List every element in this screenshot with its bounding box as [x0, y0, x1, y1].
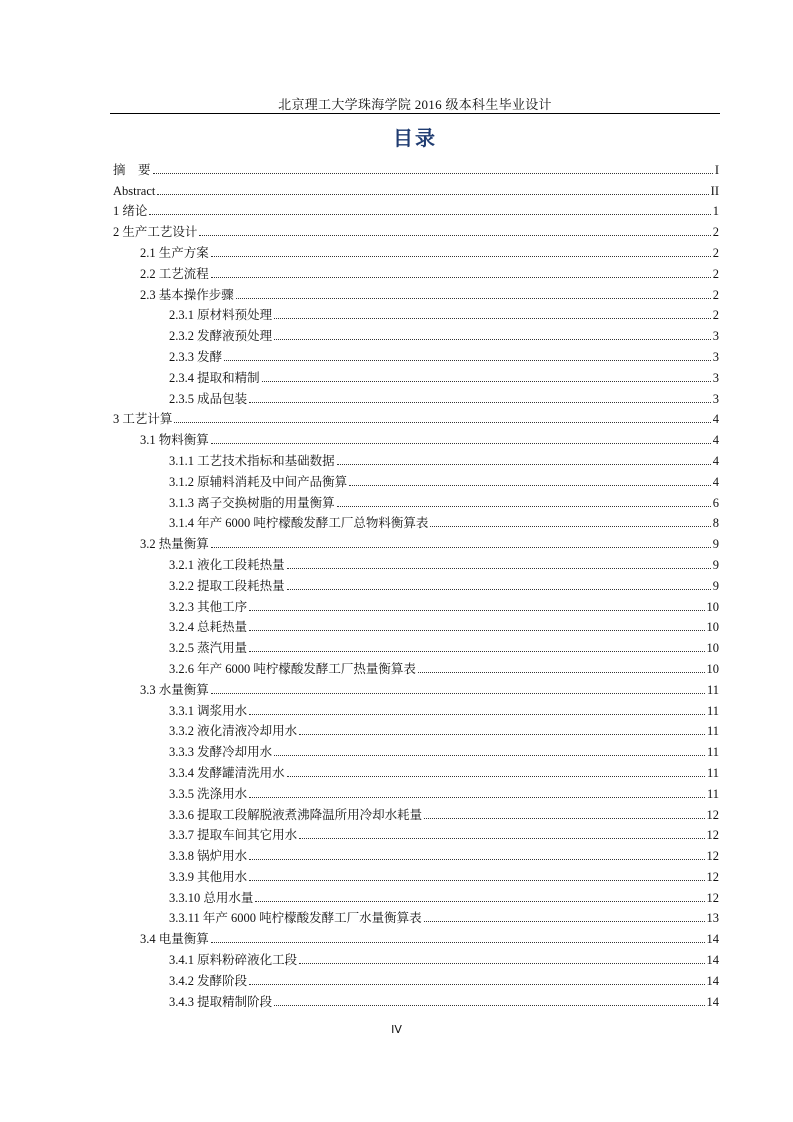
toc-entry[interactable] [113, 677, 719, 698]
toc-entry[interactable] [113, 199, 719, 220]
toc-entry-page: 10 [706, 620, 719, 635]
toc-entry-page: 10 [706, 641, 719, 656]
toc-entry-label: 3.3.7 提取车间其它用水 [169, 828, 298, 843]
toc-entry[interactable] [113, 947, 719, 968]
toc-entry-label: 2.3.4 提取和精制 [169, 370, 260, 385]
toc-entry[interactable] [113, 282, 719, 303]
toc-entry-label: 3.3.1 调浆用水 [169, 703, 248, 718]
toc-entry-label: 2 生产工艺设计 [113, 225, 198, 240]
toc-entry-page: 12 [706, 828, 719, 843]
toc-dot-leader [199, 235, 710, 236]
toc-entry-page: II [710, 183, 719, 198]
toc-entry[interactable] [113, 719, 719, 740]
table-of-contents [113, 157, 719, 1010]
toc-entry[interactable] [113, 615, 719, 636]
toc-entry[interactable] [113, 303, 719, 324]
toc-entry[interactable] [113, 531, 719, 552]
toc-dot-leader [287, 568, 711, 569]
toc-entry-page: 3 [712, 349, 719, 364]
toc-entry-page: 14 [706, 953, 719, 968]
toc-entry-page: 12 [706, 890, 719, 905]
toc-entry-label: 3.2.3 其他工序 [169, 599, 248, 614]
toc-entry-label: 3.1.3 离子交换树脂的用量衡算 [169, 495, 335, 510]
toc-entry-page: 14 [706, 973, 719, 988]
toc-entry-page: 9 [712, 578, 719, 593]
toc-dot-leader [274, 339, 711, 340]
toc-dot-leader [249, 402, 711, 403]
toc-entry-page: 9 [712, 557, 719, 572]
toc-entry-page: 12 [706, 807, 719, 822]
toc-dot-leader [153, 173, 713, 174]
toc-entry[interactable] [113, 407, 719, 428]
toc-entry-page: 11 [706, 724, 719, 739]
toc-entry-label: 3.2.6 年产 6000 吨柠檬酸发酵工厂热量衡算表 [169, 661, 416, 676]
toc-entry-page: 1 [712, 204, 719, 219]
toc-entry[interactable] [113, 739, 719, 760]
toc-entry-label: Abstract [113, 183, 156, 198]
toc-entry-page: 3 [712, 370, 719, 385]
page-title: 目录 [393, 126, 437, 150]
toc-entry[interactable] [113, 885, 719, 906]
toc-entry[interactable] [113, 219, 719, 240]
toc-entry[interactable] [113, 802, 719, 823]
toc-dot-leader [349, 485, 711, 486]
page-header: 北京理工大学珠海学院 2016 级本科生毕业设计 [278, 97, 552, 112]
toc-dot-leader [224, 360, 711, 361]
toc-dot-leader [211, 693, 705, 694]
toc-entry[interactable] [113, 989, 719, 1010]
toc-dot-leader [274, 1005, 704, 1006]
toc-dot-leader [211, 443, 711, 444]
toc-dot-leader [249, 651, 704, 652]
toc-entry[interactable] [113, 323, 719, 344]
toc-dot-leader [418, 672, 705, 673]
toc-entry-label: 3.2.4 总耗热量 [169, 620, 248, 635]
toc-dot-leader [299, 963, 704, 964]
toc-entry-label: 2.1 生产方案 [140, 245, 209, 260]
toc-dot-leader [249, 880, 704, 881]
toc-entry-label: 2.3.1 原材料预处理 [169, 308, 273, 323]
toc-dot-leader [174, 422, 710, 423]
toc-dot-leader [430, 526, 710, 527]
toc-entry[interactable] [113, 427, 719, 448]
toc-entry[interactable] [113, 178, 719, 199]
toc-entry-label: 2.2 工艺流程 [140, 266, 209, 281]
toc-entry-page: 14 [706, 994, 719, 1009]
toc-entry-label: 3.2.5 蒸汽用量 [169, 641, 248, 656]
toc-entry-page: 4 [712, 412, 719, 427]
toc-entry-page: 11 [706, 745, 719, 760]
toc-entry-page: 2 [712, 225, 719, 240]
toc-entry-label: 3.3.4 发酵罐清洗用水 [169, 765, 285, 780]
toc-entry-page: I [714, 162, 719, 177]
toc-dot-leader [249, 797, 705, 798]
toc-entry[interactable] [113, 240, 719, 261]
toc-dot-leader [236, 298, 711, 299]
toc-dot-leader [249, 859, 704, 860]
toc-entry[interactable] [113, 698, 719, 719]
toc-entry-page: 10 [706, 599, 719, 614]
toc-entry-page: 3 [712, 329, 719, 344]
toc-entry[interactable] [113, 656, 719, 677]
toc-entry-label: 2.3.2 发酵液预处理 [169, 329, 273, 344]
toc-dot-leader [149, 214, 710, 215]
toc-dot-leader [211, 547, 711, 548]
toc-entry-label: 3.1.2 原辅料消耗及中间产品衡算 [169, 474, 348, 489]
toc-entry-label: 3 工艺计算 [113, 412, 173, 427]
toc-entry-label: 3.4.3 提取精制阶段 [169, 994, 273, 1009]
toc-entry-page: 13 [706, 911, 719, 926]
toc-entry-label: 摘 要 [113, 162, 151, 177]
toc-entry-page: 11 [706, 786, 719, 801]
toc-entry[interactable] [113, 448, 719, 469]
toc-entry[interactable] [113, 926, 719, 947]
toc-entry-page: 3 [712, 391, 719, 406]
toc-entry-label: 2.3.3 发酵 [169, 349, 223, 364]
toc-entry-label: 3.3.8 锅炉用水 [169, 849, 248, 864]
toc-dot-leader [249, 630, 704, 631]
toc-entry[interactable] [113, 760, 719, 781]
toc-dot-leader [262, 381, 711, 382]
toc-entry-label: 3.3.5 洗涤用水 [169, 786, 248, 801]
toc-dot-leader [211, 277, 711, 278]
toc-entry-label: 3.3.2 液化清液冷却用水 [169, 724, 298, 739]
toc-entry-label: 3.4.1 原料粉碎液化工段 [169, 953, 298, 968]
toc-entry-page: 14 [706, 932, 719, 947]
toc-entry-label: 1 绪论 [113, 204, 148, 219]
toc-dot-leader [274, 755, 705, 756]
toc-entry-page: 11 [706, 703, 719, 718]
toc-entry-page: 11 [706, 682, 719, 697]
toc-entry-label: 3.3.3 发酵冷却用水 [169, 745, 273, 760]
toc-entry-page: 4 [712, 474, 719, 489]
toc-entry[interactable] [113, 386, 719, 407]
toc-entry-page: 11 [706, 765, 719, 780]
toc-entry-label: 3.3.10 总用水量 [169, 890, 254, 905]
toc-entry[interactable] [113, 469, 719, 490]
toc-entry[interactable] [113, 843, 719, 864]
toc-entry[interactable] [113, 365, 719, 386]
toc-entry-label: 3.2.1 液化工段耗热量 [169, 557, 285, 572]
header-rule [110, 113, 720, 114]
toc-entry-page: 2 [712, 245, 719, 260]
toc-entry-label: 3.2 热量衡算 [140, 537, 209, 552]
toc-entry-label: 3.3.11 年产 6000 吨柠檬酸发酵工厂水量衡算表 [169, 911, 422, 926]
toc-entry[interactable] [113, 552, 719, 573]
toc-dot-leader [249, 714, 705, 715]
toc-entry-page: 9 [712, 537, 719, 552]
toc-entry-page: 12 [706, 869, 719, 884]
toc-entry-label: 3.1.1 工艺技术指标和基础数据 [169, 453, 335, 468]
toc-entry-label: 2.3 基本操作步骤 [140, 287, 234, 302]
toc-entry-label: 3.4 电量衡算 [140, 932, 209, 947]
toc-entry-page: 6 [712, 495, 719, 510]
toc-entry[interactable] [113, 573, 719, 594]
toc-entry[interactable] [113, 906, 719, 927]
toc-dot-leader [337, 464, 711, 465]
toc-entry-page: 4 [712, 433, 719, 448]
toc-entry[interactable] [113, 864, 719, 885]
toc-entry[interactable] [113, 157, 719, 178]
toc-entry[interactable] [113, 344, 719, 365]
toc-entry[interactable] [113, 511, 719, 532]
toc-dot-leader [211, 256, 711, 257]
toc-entry-page: 12 [706, 849, 719, 864]
toc-dot-leader [157, 194, 708, 195]
toc-entry-label: 2.3.5 成品包装 [169, 391, 248, 406]
toc-entry[interactable] [113, 261, 719, 282]
toc-dot-leader [211, 942, 705, 943]
toc-entry[interactable] [113, 490, 719, 511]
toc-entry-page: 2 [712, 266, 719, 281]
toc-entry-label: 3.3.6 提取工段解脱液煮沸降温所用冷却水耗量 [169, 807, 423, 822]
toc-dot-leader [287, 776, 705, 777]
toc-entry[interactable] [113, 823, 719, 844]
toc-dot-leader [274, 318, 711, 319]
toc-dot-leader [299, 734, 705, 735]
toc-entry-page: 4 [712, 453, 719, 468]
toc-entry[interactable] [113, 781, 719, 802]
toc-entry-label: 3.2.2 提取工段耗热量 [169, 578, 285, 593]
toc-dot-leader [337, 506, 711, 507]
toc-entry[interactable] [113, 594, 719, 615]
toc-entry[interactable] [113, 635, 719, 656]
toc-dot-leader [287, 589, 711, 590]
toc-dot-leader [249, 984, 704, 985]
toc-dot-leader [255, 901, 704, 902]
toc-entry-label: 3.3 水量衡算 [140, 682, 209, 697]
toc-entry[interactable] [113, 968, 719, 989]
toc-entry-label: 3.3.9 其他用水 [169, 869, 248, 884]
toc-entry-label: 3.1.4 年产 6000 吨柠檬酸发酵工厂总物料衡算表 [169, 516, 429, 531]
toc-entry-label: 3.1 物料衡算 [140, 433, 209, 448]
toc-dot-leader [424, 818, 704, 819]
toc-entry-page: 10 [706, 661, 719, 676]
toc-entry-label: 3.4.2 发酵阶段 [169, 973, 248, 988]
toc-dot-leader [424, 921, 705, 922]
page-number: IV [391, 1023, 402, 1036]
toc-dot-leader [249, 610, 704, 611]
toc-entry-page: 2 [712, 287, 719, 302]
toc-entry-page: 8 [712, 516, 719, 531]
toc-dot-leader [299, 838, 704, 839]
toc-entry-page: 2 [712, 308, 719, 323]
